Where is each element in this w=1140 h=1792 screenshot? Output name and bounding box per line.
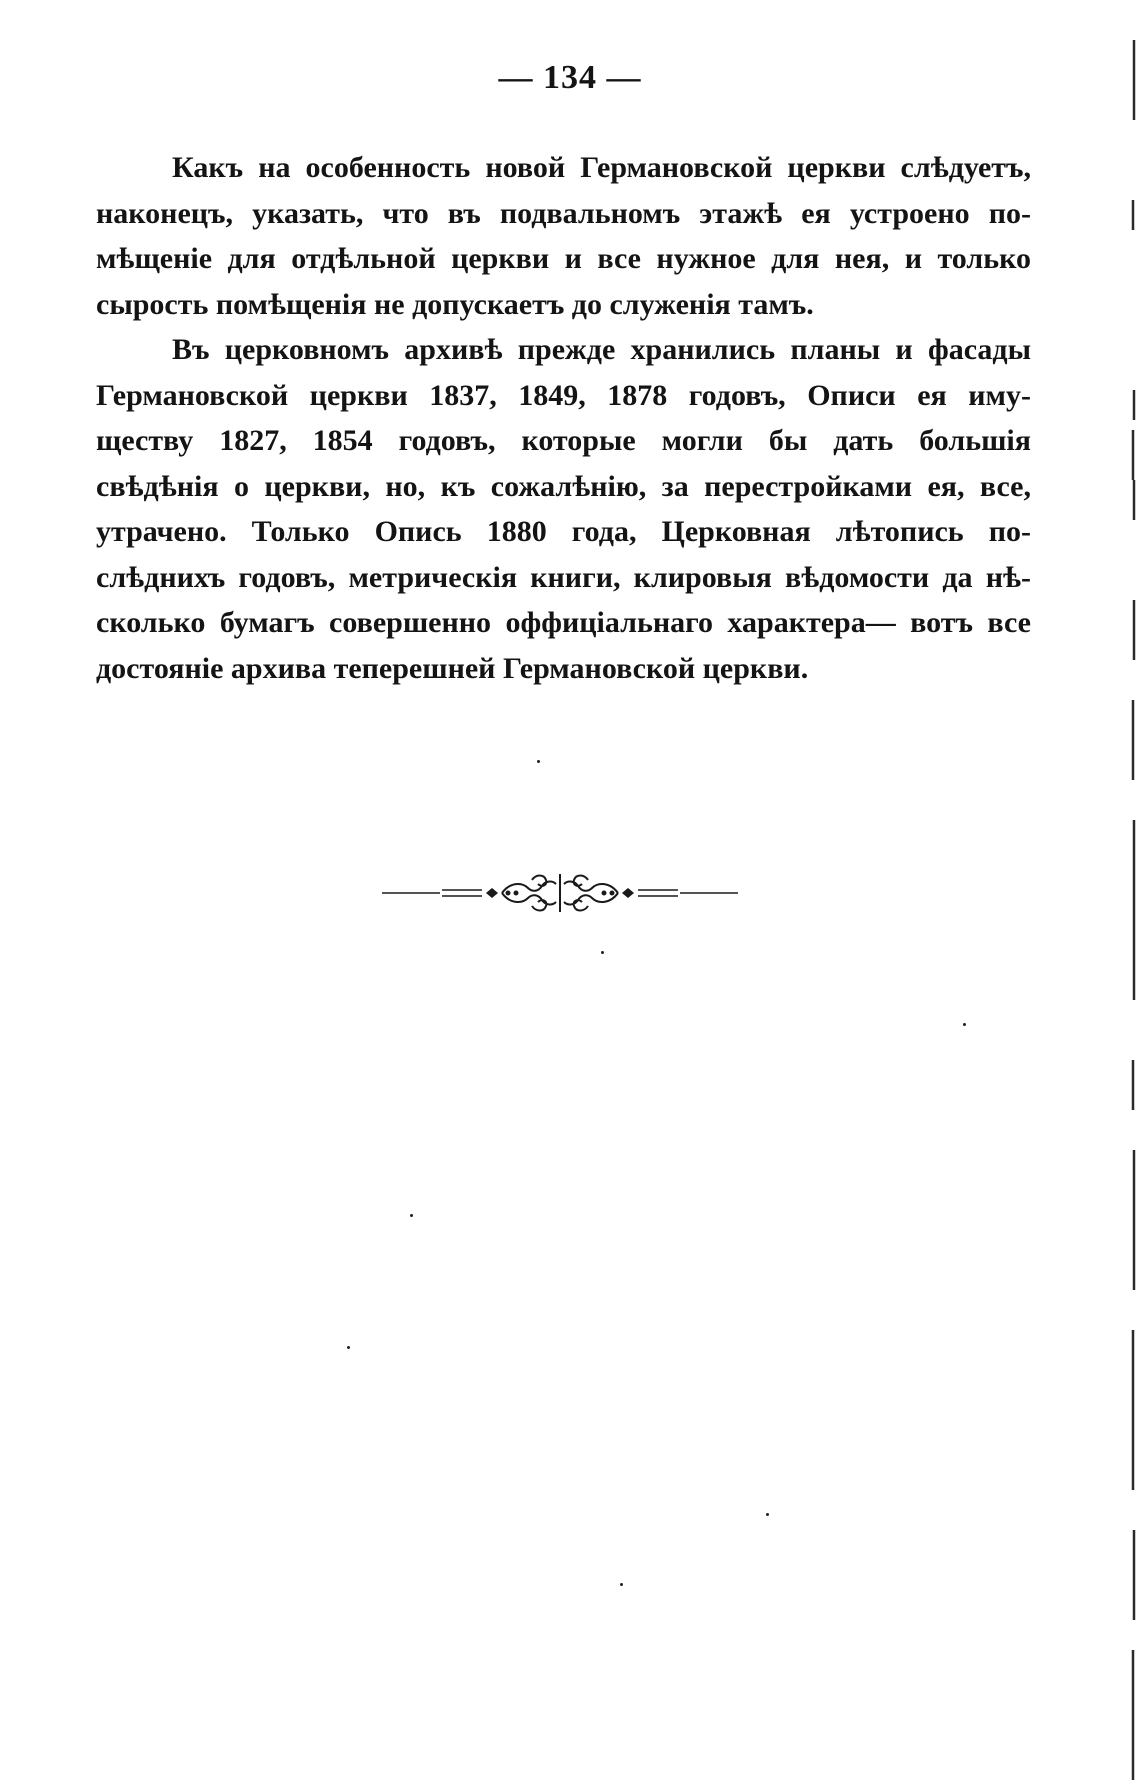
paragraph-church-archive: [96, 327, 1031, 691]
ink-speck: [537, 760, 540, 763]
ink-speck: [766, 1513, 769, 1516]
text-line: Въ церковномъ архивѣ прежде хранились планы и фасады: [172, 333, 1031, 366]
text-line: наконецъ, указать, что въ подвальномъ этажѣ ея устроено по-: [96, 196, 1031, 230]
text-line: достояніе архива теперешней Германовской церкви.: [96, 651, 809, 685]
text-line: утрачено. Только Опись 1880 года, Церковная лѣтопись по-: [96, 515, 1031, 548]
text-line: Какъ на особенность новой Германовской церкви слѣдуетъ,: [172, 151, 1031, 184]
text-line: свѣдѣнія о церкви, но, къ сожалѣнію, за перестройками ея, все,: [96, 469, 1031, 503]
page-edge-shadow: [1126, 0, 1140, 1792]
text-line: слѣднихъ годовъ, метрическія книги, клировыя вѣдомости да нѣ-: [96, 560, 1031, 594]
fleuron-divider-icon: [382, 868, 738, 918]
ink-speck: [410, 1214, 413, 1217]
ink-speck: [620, 1583, 623, 1586]
text-line: сырость помѣщенія не допускаетъ до служенія тамъ.: [96, 287, 814, 321]
ink-speck: [601, 951, 604, 954]
ink-speck: [963, 1023, 966, 1026]
text-line: сколько бумагъ совершенно оффиціальнаго характера— вотъ все: [96, 606, 1031, 639]
text-line: ществу 1827, 1854 годовъ, которые могли бы дать большія: [96, 424, 1031, 457]
paragraph-church-basement: [96, 145, 1031, 327]
text-line: Германовской церкви 1837, 1849, 1878 годовъ, Описи ея иму-: [96, 378, 1031, 412]
page-number: — 134 —: [498, 59, 642, 96]
text-line: мѣщеніе для отдѣльной церкви и все нужное для нея, и только: [96, 242, 1031, 275]
ink-speck: [347, 1346, 350, 1349]
